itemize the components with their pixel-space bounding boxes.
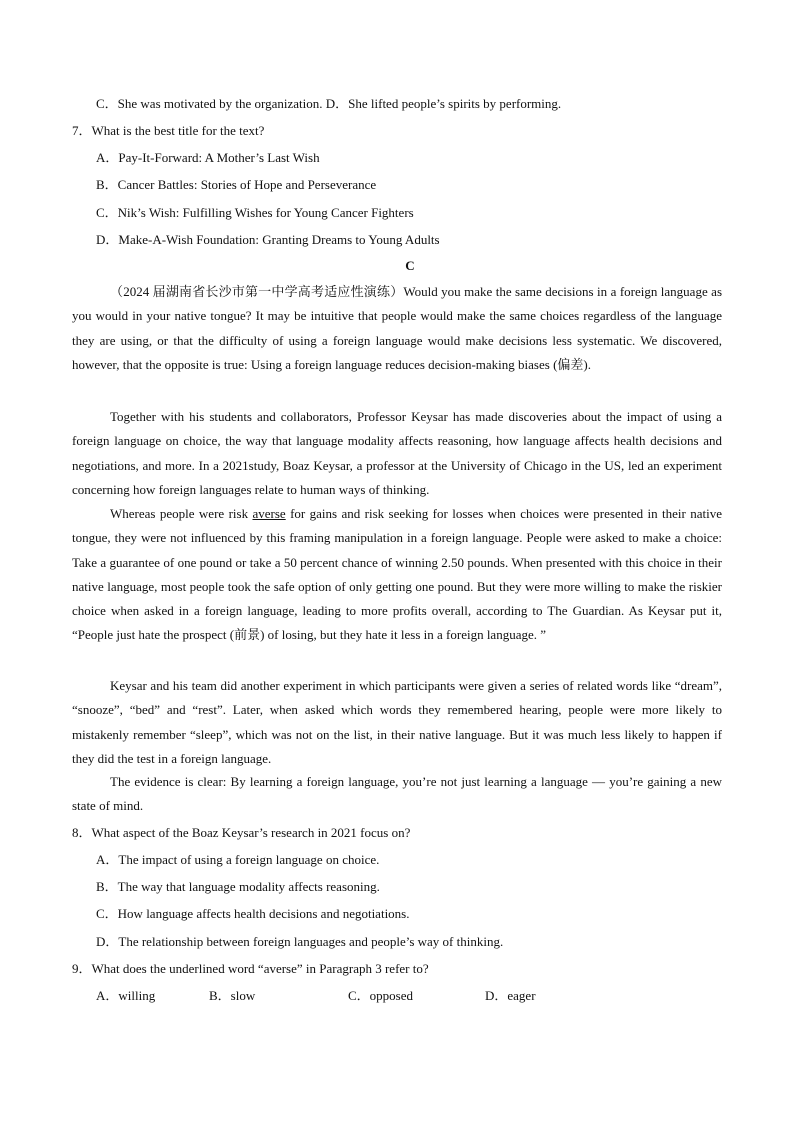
q8-option-a: A．The impact of using a foreign language on choice. [96, 852, 380, 867]
q9-stem: 9．What does the underlined word “averse” in Paragraph 3 refer to? [72, 961, 429, 976]
q9-option-d: D．eager [485, 988, 536, 1003]
q7-option-c: C．Nik’s Wish: Fulfilling Wishes for Young Cancer Fighters [96, 205, 414, 220]
p3-text-after: for gains and risk seeking for losses when choices were presented in their native tongue, they were not influenced by this framing manipulation in a foreign language. People were asked to make a choice: Take a guarantee of one pound or take a 50 percent chance of winning 2.50 pounds. When presented with this choice in their native language, most people took the safe option of only getting one pound. But they were more willing to make the riskier choice when asked in a foreign language, leading to more profits overall, according to The Guardian. As Keysar put it, “People just hate the prospect (前景) of losing, but they hate it less in a foreign language. ” [72, 506, 722, 643]
q9-option-a: A．willing [96, 988, 156, 1003]
q7-option-d: D．Make-A-Wish Foundation: Granting Dreams to Young Adults [96, 232, 440, 247]
q9-option-c: C．opposed [348, 988, 414, 1003]
q8-option-c: C．How language affects health decisions and negotiations. [96, 906, 410, 921]
passage-paragraph-5: The evidence is clear: By learning a foreign language, you’re not just learning a language — you’re gaining a new state of mind. [72, 774, 722, 814]
passage-paragraph-2: Together with his students and collaborators, Professor Keysar has made discoveries about the impact of using a foreign language on choice, the way that language modality affects reasoning, how language affects health decisions and negotiations, and more. In a 2021study, Boaz Keysar, a professor at the University of Chicago in the US, led an experiment concerning how foreign languages relate to human ways of thinking. [72, 409, 722, 497]
q8-stem: 8．What aspect of the Boaz Keysar’s research in 2021 focus on? [72, 825, 411, 840]
q7-stem: 7．What is the best title for the text? [72, 123, 265, 138]
p3-text-before: Whereas people were risk [110, 506, 253, 521]
passage-paragraph-4: Keysar and his team did another experiment in which participants were given a series of related words like “dream”, “snooze”, “bed” and “rest”. Later, when asked which words they remembered hearing, people were more likely to mistakenly remember “sleep”, which was not on the list, in their native language. But it was much less likely to happen if they did the test in a foreign language. [72, 678, 722, 766]
q7-option-b: B．Cancer Battles: Stories of Hope and Perseverance [96, 177, 377, 192]
passage-paragraph-1: （2024 届湖南省长沙市第一中学高考适应性演练）Would you make the same decisions in a foreign language as you would in your native tongue? It may be intuitive that people would make the same choices regardless of the language they are using, or that the difficulty of using a foreign language would make decisions less systematic. We discovered, however, that the opposite is true: Using a foreign language reduces decision-making biases (偏差). [72, 284, 722, 372]
passage-paragraph-3 [72, 502, 722, 648]
q8-option-d: D．The relationship between foreign languages and people’s way of thinking. [96, 934, 504, 949]
q7-option-a: A．Pay-It-Forward: A Mother’s Last Wish [96, 150, 320, 165]
passage-label: C [405, 258, 415, 273]
q9-option-b: B．slow [209, 988, 256, 1003]
q8-option-b: B．The way that language modality affects reasoning. [96, 879, 380, 894]
q6-options-continued: C．She was motivated by the organization. D．She lifted people’s spirits by performing. [96, 96, 562, 111]
underlined-word-averse: averse [252, 506, 286, 521]
